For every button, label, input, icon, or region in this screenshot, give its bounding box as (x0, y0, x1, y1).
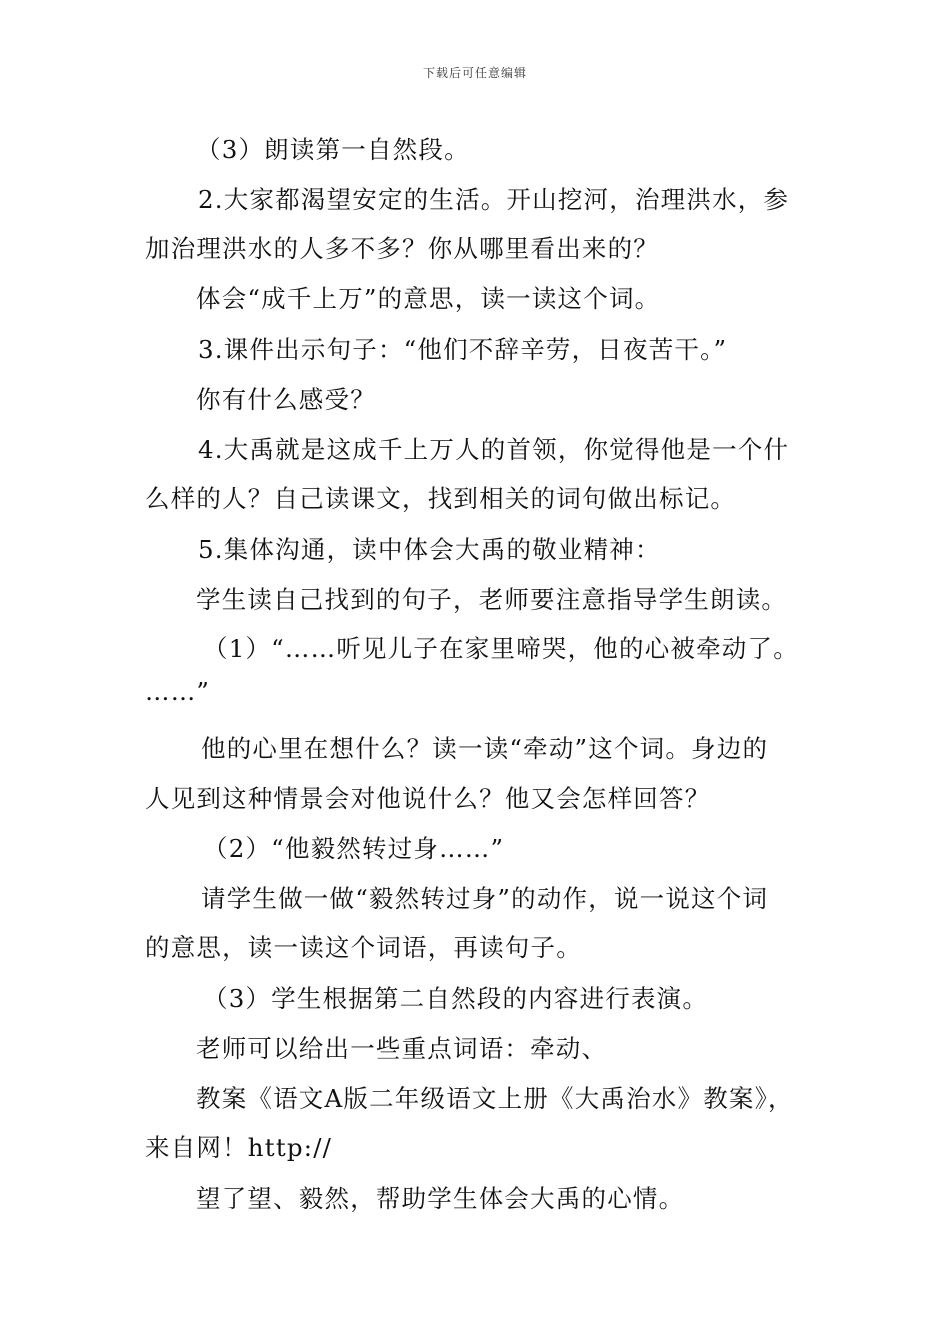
text-line: （3）学生根据第二自然段的内容进行表演。 (203, 984, 709, 1013)
page-header: 下载后可任意编辑 (422, 66, 527, 80)
text-line: 他的心里在想什么？读一读“牵动”这个词。身边的 (201, 734, 769, 763)
text-line: （3）朗读第一自然段。 (196, 135, 470, 164)
text-line: 4.大禹就是这成千上万人的首领，你觉得他是一个什 (198, 435, 790, 464)
text-line: 请学生做一做“毅然转过身”的动作，说一说这个词 (201, 884, 769, 913)
text-line: 你有什么感受？ (196, 385, 376, 414)
text-line: （1）“……听见儿子在家里啼哭，他的心被牵动了。 (203, 634, 799, 663)
text-line: 老师可以给出一些重点词语：牵动、 (196, 1034, 608, 1063)
text-line: （2）“他毅然转过身……” (203, 834, 505, 863)
text-line: ……” (145, 677, 211, 706)
text-line: 人见到这种情景会对他说什么？他又会怎样回答？ (145, 784, 711, 813)
text-line: 教案《语文A版二年级语文上册《大禹治水》教案》， (196, 1084, 794, 1113)
text-line: 的意思，读一读这个词语，再读句子。 (145, 933, 582, 962)
text-line: 来自网！http:// (145, 1133, 333, 1162)
text-line: 3.课件出示句子：“他们不辞辛劳，日夜苦干。” (198, 335, 728, 364)
text-line: 么样的人？自己读课文，找到相关的词句做出标记。 (145, 484, 737, 513)
text-line: 望了望、毅然，帮助学生体会大禹的心情。 (196, 1184, 685, 1213)
text-line: 体会“成千上万”的意思，读一读这个词。 (196, 284, 661, 313)
text-line: 2.大家都渴望安定的生活。开山挖河，治理洪水，参 (198, 185, 790, 214)
text-line: 5.集体沟通，读中体会大禹的敬业精神： (198, 535, 661, 564)
text-line: 学生读自己找到的句子，老师要注意指导学生朗读。 (196, 585, 788, 614)
text-line: 加治理洪水的人多不多？你从哪里看出来的？ (145, 234, 659, 263)
